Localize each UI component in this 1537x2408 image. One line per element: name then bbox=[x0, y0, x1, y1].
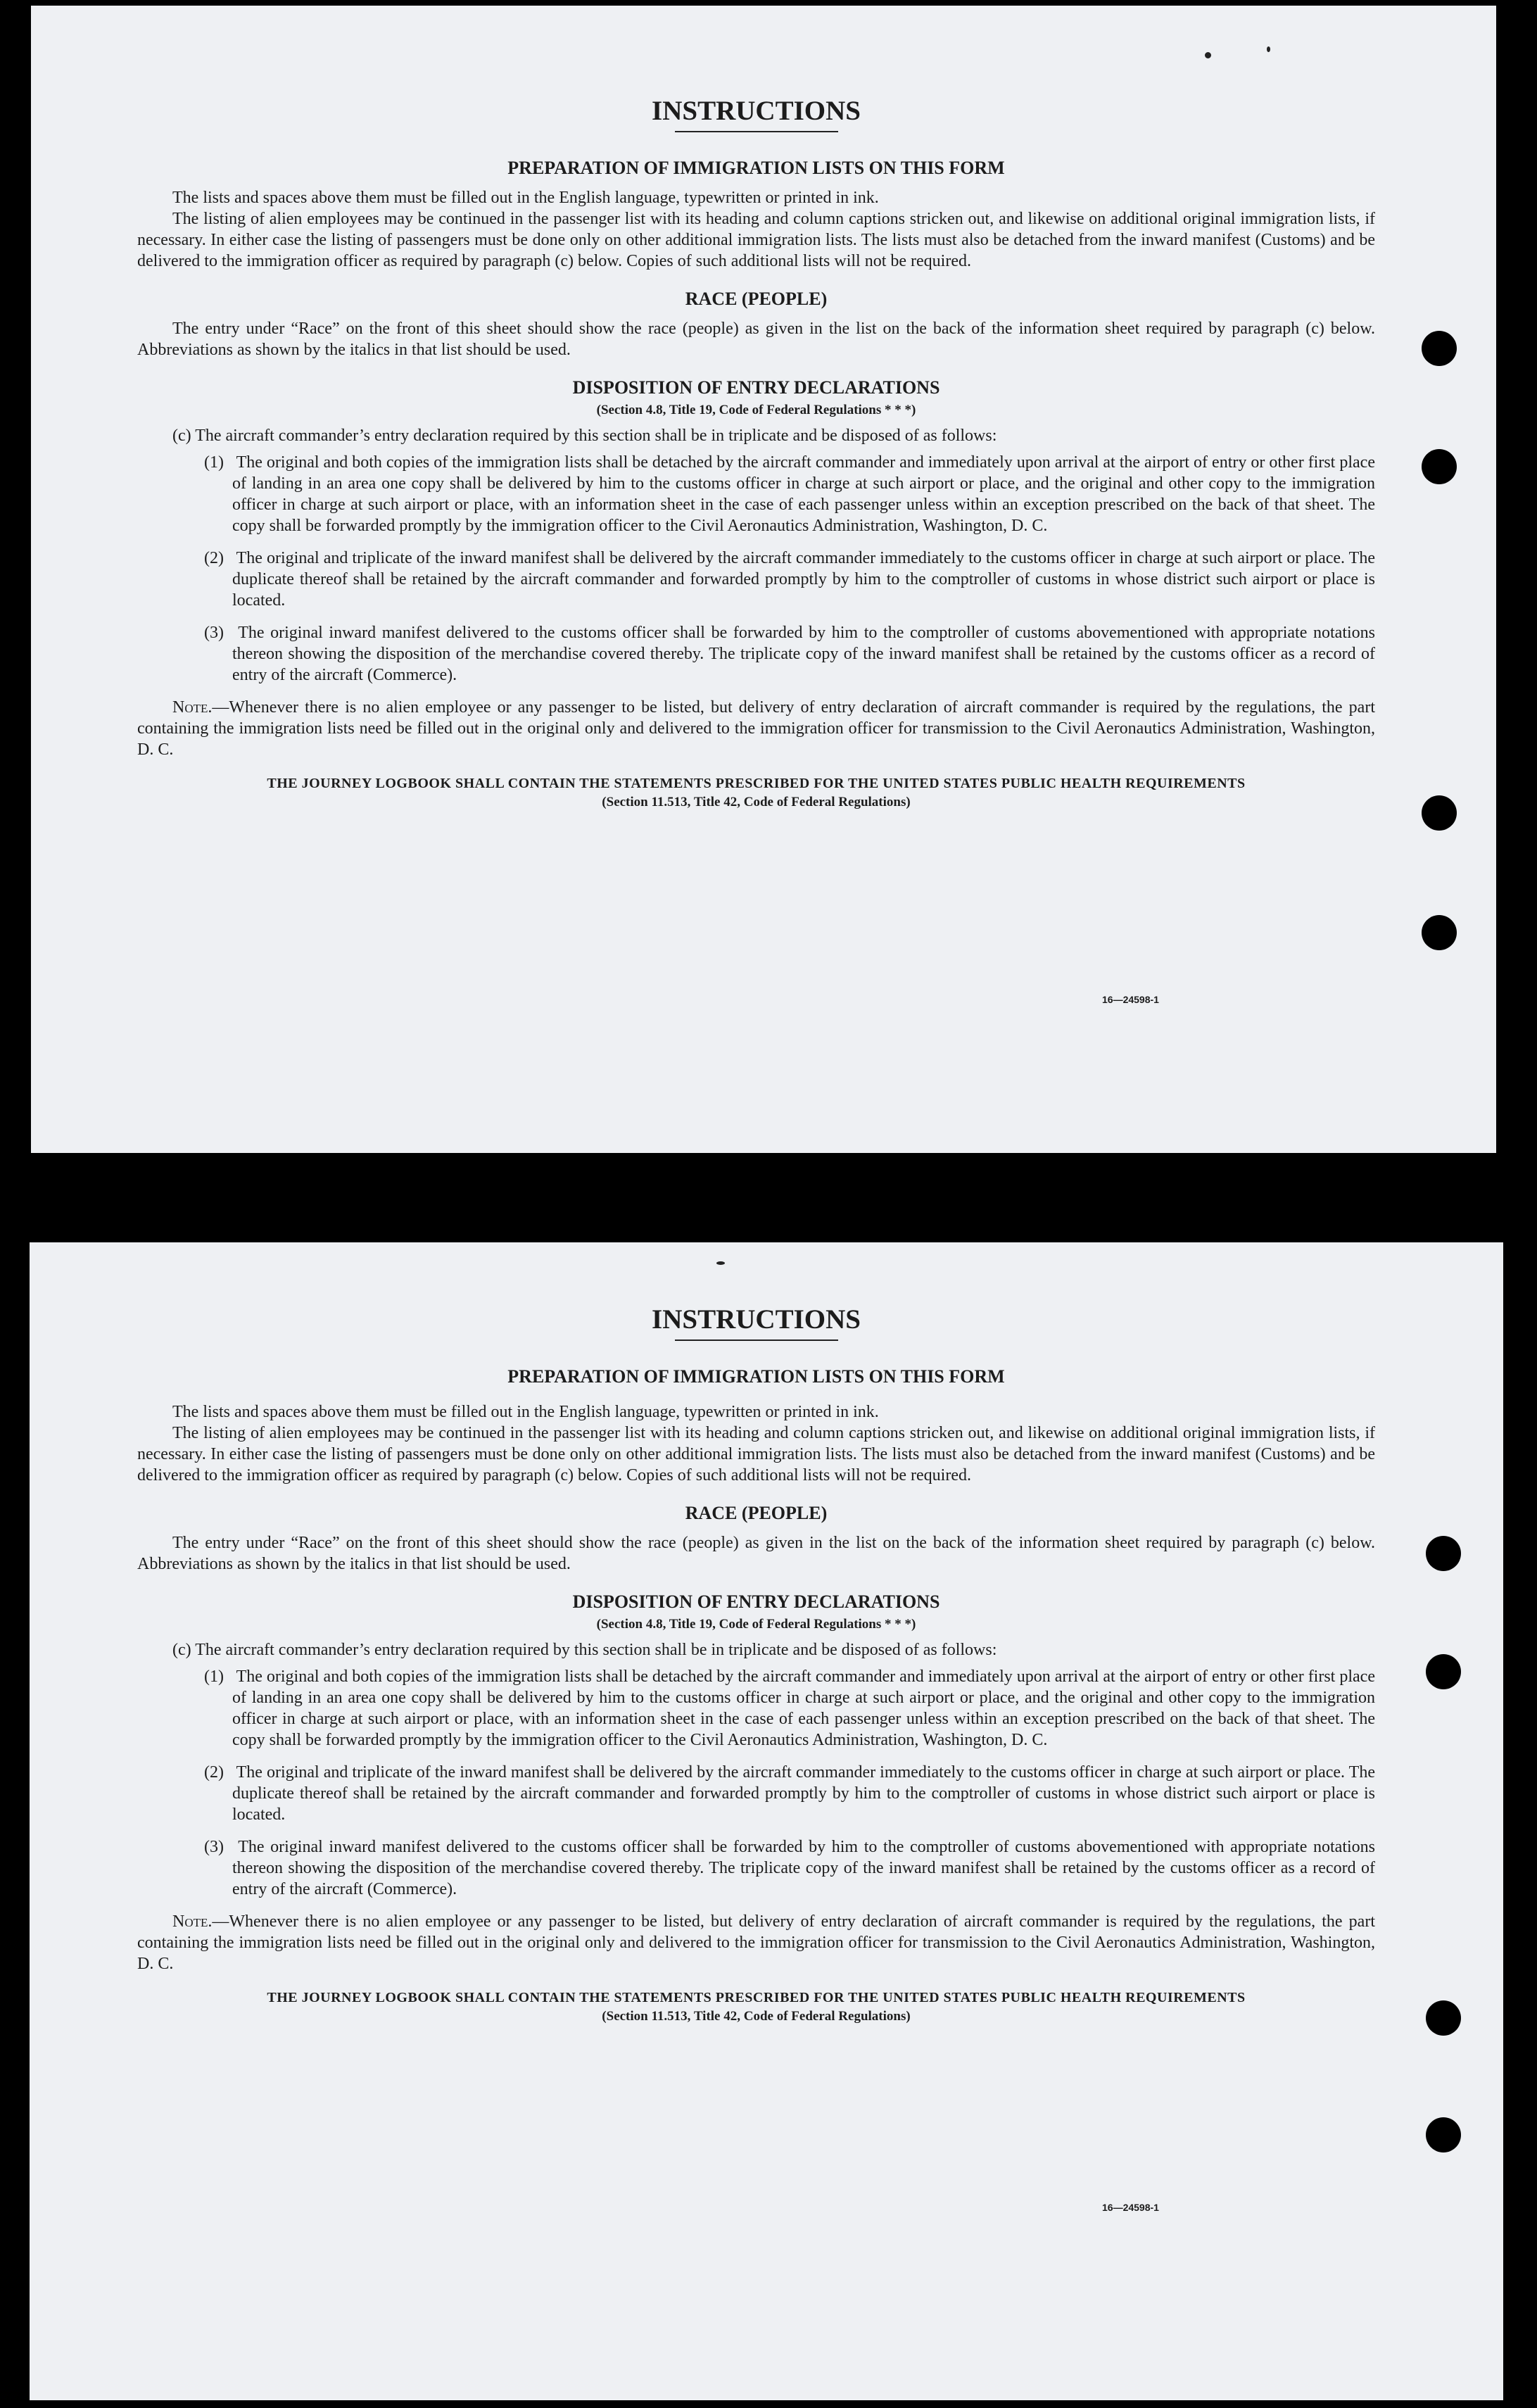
section-heading-preparation: PREPARATION OF IMMIGRATION LISTS ON THIS FORM bbox=[507, 1366, 1005, 1387]
list-item: (3) The original inward manifest delivered to the customs officer shall be forwarded by him to the comptroller of customs abovementioned with appropriate notations thereon showing the disposition of the merchandise covered thereby. The triplicate copy of the inward manifest shall be retained by the customs officer as a record of entry of the aircraft (Commerce). bbox=[204, 1838, 1375, 1898]
paragraph: The lists and spaces above them must be filled out in the English language, typewritten or printed in ink. bbox=[172, 1403, 879, 1421]
paragraph: The listing of alien employees may be continued in the passenger list with its heading and column captions stricken out, and likewise on additional original immigration lists, if necessary. In either case the listing of passengers must be done only on other additional immigration lists. The lists must also be detached from the inward manifest (Customs) and be delivered to the immigration officer as required by paragraph (c) below. Copies of such additional lists will not be required. bbox=[137, 210, 1375, 270]
punch-hole bbox=[1426, 1536, 1461, 1571]
citation: (Section 4.8, Title 19, Code of Federal Regulations * * *) bbox=[596, 403, 916, 417]
note-paragraph: Note.—Whenever there is no alien employee or any passenger to be listed, but delivery of entry declaration of aircraft commander is required by the regulations, the part containing the immigration lists need be filled out in the original only and delivered to the immigration officer for transmission to the Civil Aeronautics Administration, Washington, D. C. bbox=[137, 698, 1375, 759]
section-heading-preparation: PREPARATION OF IMMIGRATION LISTS ON THIS FORM bbox=[507, 158, 1005, 178]
paragraph: The entry under “Race” on the front of this sheet should show the race (people) as given in the list on the back of the information sheet required by paragraph (c) below. Abbreviations as shown by the italics in that list should be used. bbox=[137, 320, 1375, 359]
page-title: INSTRUCTIONS bbox=[652, 96, 861, 126]
punch-hole bbox=[1426, 2000, 1461, 2036]
page-title: INSTRUCTIONS bbox=[652, 1304, 861, 1335]
note-paragraph: Note.—Whenever there is no alien employee or any passenger to be listed, but delivery of entry declaration of aircraft commander is required by the regulations, the part containing the immigration lists need be filled out in the original only and delivered to the immigration officer for transmission to the Civil Aeronautics Administration, Washington, D. C. bbox=[137, 1912, 1375, 1973]
section-heading-race: RACE (PEOPLE) bbox=[685, 1503, 828, 1523]
form-number: 16—24598-1 bbox=[1102, 994, 1159, 1005]
page-content-top bbox=[137, 95, 1375, 810]
form-number: 16—24598-1 bbox=[1102, 2202, 1159, 2213]
ink-speck bbox=[716, 1261, 725, 1265]
citation: (Section 4.8, Title 19, Code of Federal Regulations * * *) bbox=[596, 1617, 916, 1632]
punch-hole bbox=[1422, 795, 1457, 831]
list-item: (1) The original and both copies of the immigration lists shall be detached by the aircraft commander and immediately upon arrival at the airport of entry or other first place of landing in an area one copy shall be delivered by him to the customs officer in charge at such airport or place, and the original and other copy to the immigration officer in charge at such airport or place, with an information sheet in the case of each passenger unless within an exception prescribed on the back of that sheet. The copy shall be forwarded promptly by the immigration officer to the Civil Aeronautics Administration, Washington, D. C. bbox=[204, 1668, 1375, 1749]
list-item: (2) The original and triplicate of the inward manifest shall be delivered by the aircraft commander immediately to the customs officer in charge at such airport or place. The duplicate thereof shall be retained by the aircraft commander and forwarded promptly by him to the comptroller of customs in whose district such airport or place is located. bbox=[204, 1763, 1375, 1824]
closing-statement: THE JOURNEY LOGBOOK SHALL CONTAIN THE STATEMENTS PRESCRIBED FOR THE UNITED STATES PUBLIC HEALTH REQUIREMENTS bbox=[267, 1990, 1246, 2005]
paragraph: The lists and spaces above them must be filled out in the English language, typewritten or printed in ink. bbox=[172, 189, 879, 207]
section-heading-disposition: DISPOSITION OF ENTRY DECLARATIONS bbox=[572, 377, 940, 398]
paragraph-c: (c) The aircraft commander’s entry declaration required by this section shall be in triplicate and be disposed of as follows: bbox=[172, 1641, 997, 1659]
ink-speck bbox=[1267, 46, 1270, 52]
page-content-bottom bbox=[137, 1304, 1375, 2024]
closing-citation: (Section 11.513, Title 42, Code of Federal Regulations) bbox=[602, 795, 911, 809]
section-heading-race: RACE (PEOPLE) bbox=[685, 289, 828, 309]
closing-statement: THE JOURNEY LOGBOOK SHALL CONTAIN THE STATEMENTS PRESCRIBED FOR THE UNITED STATES PUBLIC HEALTH REQUIREMENTS bbox=[267, 776, 1246, 791]
numbered-list bbox=[137, 1666, 1375, 1900]
title-underline bbox=[675, 131, 838, 132]
list-item: (3) The original inward manifest delivered to the customs officer shall be forwarded by him to the comptroller of customs abovementioned with appropriate notations thereon showing the disposition of the merchandise covered thereby. The triplicate copy of the inward manifest shall be retained by the customs officer as a record of entry of the aircraft (Commerce). bbox=[204, 624, 1375, 684]
paragraph-c: (c) The aircraft commander’s entry declaration required by this section shall be in triplicate and be disposed of as follows: bbox=[172, 427, 997, 445]
punch-hole bbox=[1426, 2117, 1461, 2152]
section-heading-disposition: DISPOSITION OF ENTRY DECLARATIONS bbox=[572, 1591, 940, 1612]
ink-speck bbox=[1205, 52, 1211, 58]
punch-hole bbox=[1422, 331, 1457, 366]
paragraph: The entry under “Race” on the front of this sheet should show the race (people) as given in the list on the back of the information sheet required by paragraph (c) below. Abbreviations as shown by the italics in that list should be used. bbox=[137, 1534, 1375, 1573]
paragraph: The listing of alien employees may be continued in the passenger list with its heading and column captions stricken out, and likewise on additional original immigration lists, if necessary. In either case the listing of passengers must be done only on other additional immigration lists. The lists must also be detached from the inward manifest (Customs) and be delivered to the immigration officer as required by paragraph (c) below. Copies of such additional lists will not be required. bbox=[137, 1424, 1375, 1484]
closing-citation: (Section 11.513, Title 42, Code of Federal Regulations) bbox=[602, 2009, 911, 2024]
punch-hole bbox=[1426, 1654, 1461, 1689]
punch-hole bbox=[1422, 915, 1457, 950]
list-item: (1) The original and both copies of the immigration lists shall be detached by the aircraft commander and immediately upon arrival at the airport of entry or other first place of landing in an area one copy shall be delivered by him to the customs officer in charge at such airport or place, and the original and other copy to the immigration officer in charge at such airport or place, with an information sheet in the case of each passenger unless within an exception prescribed on the back of that sheet. The copy shall be forwarded promptly by the immigration officer to the Civil Aeronautics Administration, Washington, D. C. bbox=[204, 453, 1375, 535]
title-underline bbox=[675, 1339, 838, 1341]
punch-hole bbox=[1422, 449, 1457, 484]
numbered-list bbox=[137, 452, 1375, 686]
list-item: (2) The original and triplicate of the inward manifest shall be delivered by the aircraft commander immediately to the customs officer in charge at such airport or place. The duplicate thereof shall be retained by the aircraft commander and forwarded promptly by him to the comptroller of customs in whose district such airport or place is located. bbox=[204, 549, 1375, 610]
